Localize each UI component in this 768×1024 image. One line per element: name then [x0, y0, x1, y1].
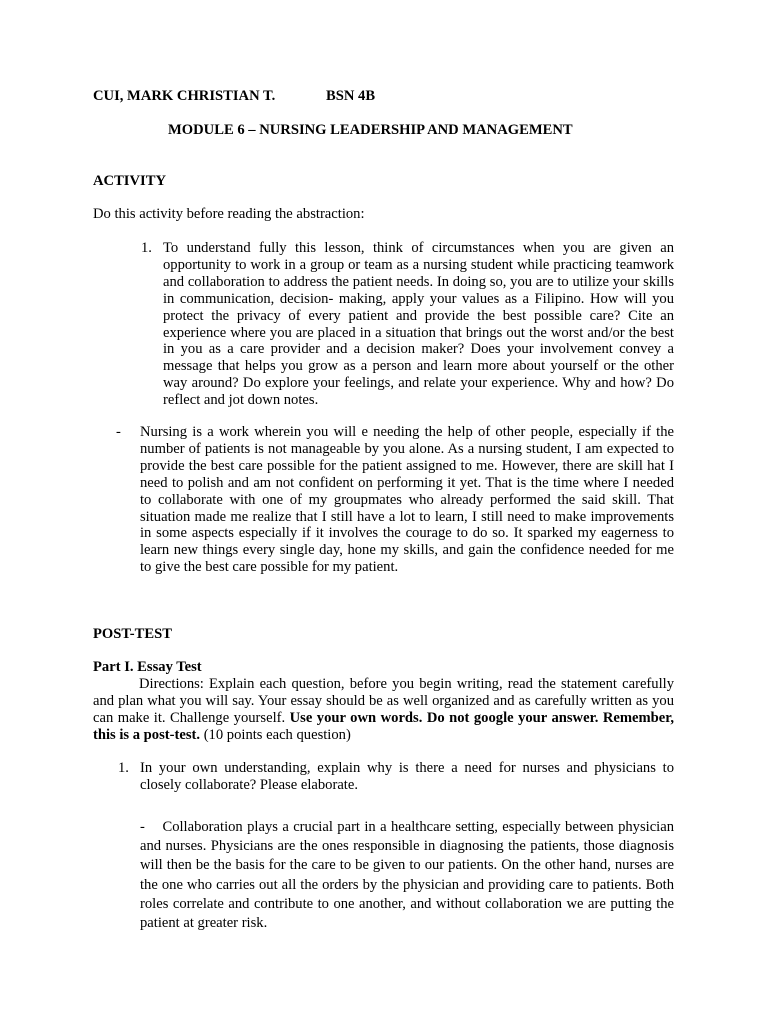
student-section: BSN 4B: [326, 88, 376, 104]
activity-q1-text: To understand fully this lesson, think of circumstances when you are given an opportunity to work in a group or team as a nursing student while practicing teamwork and collaboration to address the patient needs. In doing so, you are to utilize your skills in communication, decision- making, apply your values as a Filipino. How will you protect the privacy of every patient and provide the best possible care? Cite an experience where you are placed in a situation that brings out the worst and/or the best in you as a care provider and a decision maker? Does your involvement convey a message that helps you grow as a person and learn more about yourself or the other way around? Do explore your feelings, and relate your experience. Why and how? Do reflect and jot down notes.: [163, 240, 674, 409]
activity-answer-text: Nursing is a work wherein you will e needing the help of other people, especially if the number of patients is not manageable by you alone. As a nursing student, I am expected to provide the best care possible for the patient assigned to me. However, there are skill hat I need to polish and am not confident on performing it yet. That is the time where I needed to collaborate with one of my groupmates who already performed the said skill. That situation made me realize that I still have a lot to learn, I still need to make improvements in some aspects especially if it involves the courage to do so. It sparked my eagerness to learn new things every single day, hone my skills, and gain the confidence needed for me to give the best care possible for my patient.: [140, 424, 674, 576]
directions-paragraph: [93, 676, 674, 744]
activity-heading: ACTIVITY: [93, 173, 166, 189]
activity-answer-bullet: -: [116, 424, 121, 440]
directions-text: Directions: Explain each question, before you begin writing, read the statement carefully and plan what you will say. Your essay should be as well organized and as carefully written as you can make it. Challenge yourself.: [93, 676, 674, 726]
directions-bold: Use your own words. Do not google your answer. Remember, this is a post-test.: [93, 709, 675, 743]
posttest-q1-number: 1.: [118, 760, 129, 776]
student-name: CUI, MARK CHRISTIAN T.: [93, 88, 276, 104]
part-title: Part I. Essay Test: [93, 659, 202, 675]
module-title: MODULE 6 – NURSING LEADERSHIP AND MANAGEMENT: [168, 122, 573, 138]
activity-instruction: Do this activity before reading the abstraction:: [93, 206, 365, 222]
posttest-answer-bullet: -: [140, 819, 145, 835]
activity-q1-number: 1.: [141, 240, 152, 256]
posttest-q1-text: In your own understanding, explain why is there a need for nurses and physicians to closely collaborate? Please elaborate.: [140, 760, 674, 793]
posttest-heading: POST-TEST: [93, 626, 172, 642]
directions-points: (10 points each question): [203, 726, 351, 743]
posttest-answer-text: Collaboration plays a crucial part in a healthcare setting, especially between physician and nurses. Physicians are the ones responsible in diagnosing the patients, those diagnosis will then be the basis for the care to be given to our patients. On the other hand, nurses are the one who carries out all the orders by the physician and providing care to patients. Both roles correlate and contribute to one another, and without collaboration we are putting the patient at greater risk.: [140, 819, 674, 932]
posttest-answer-paragraph: [140, 818, 674, 933]
